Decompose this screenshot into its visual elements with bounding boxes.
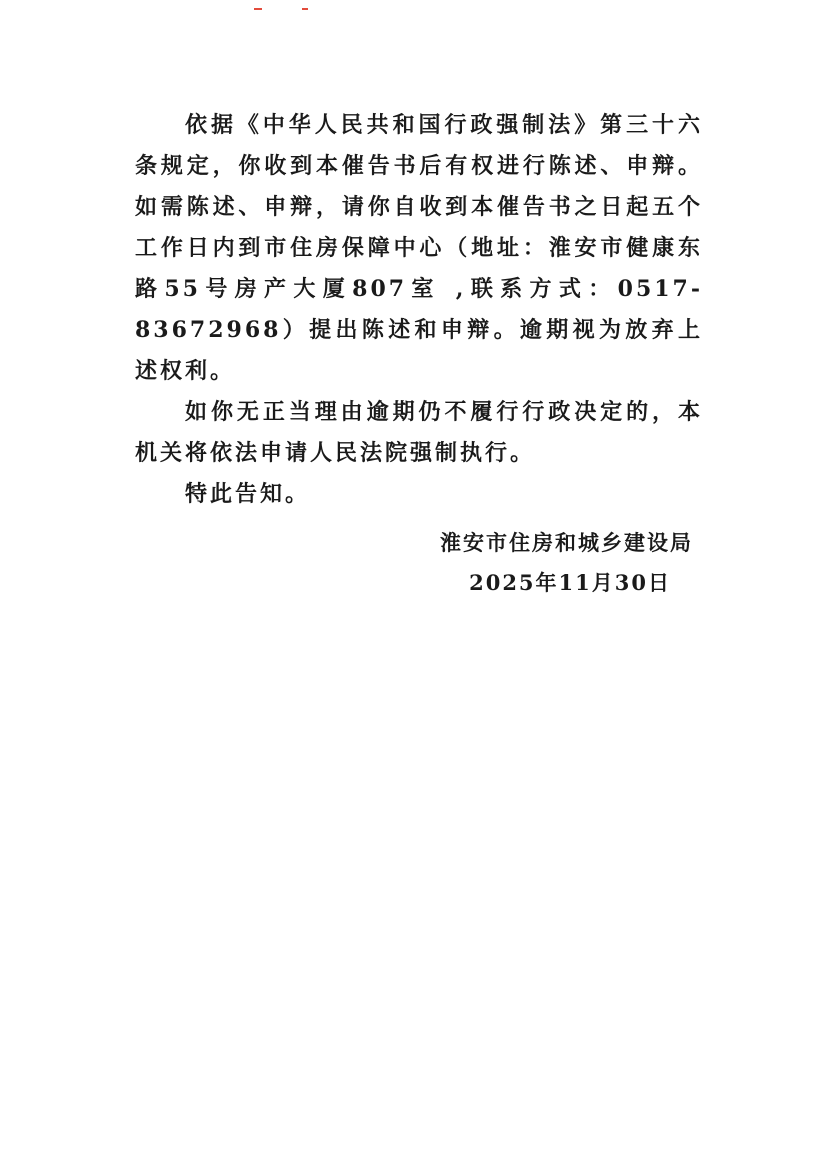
paragraph-rights-statement: 依据《中华人民共和国行政强制法》第三十六条规定，你收到本催告书后有权进行陈述、申辩。如需陈述、申辩，请你自收到本催告书之日起五个工作日内到市住房保障中心（地址：淮安市健康东路55号房产大厦807室 ,联系方式：0517-83672968）提出陈述和申辩。逾期视为放弃上述权利。 — [135, 112, 703, 384]
top-red-mark — [254, 8, 262, 10]
document-body — [135, 105, 703, 515]
issuing-organization: 淮安市住房和城乡建设局 — [440, 530, 693, 555]
top-red-mark — [302, 8, 308, 10]
paragraph-enforcement-notice: 如你无正当理由逾期仍不履行行政决定的，本机关将依法申请人民法院强制执行。 — [135, 399, 703, 466]
paragraph-closing: 特此告知。 — [185, 481, 311, 507]
signature-block — [420, 523, 693, 603]
issue-date: 2025年11月30日 — [469, 570, 671, 595]
